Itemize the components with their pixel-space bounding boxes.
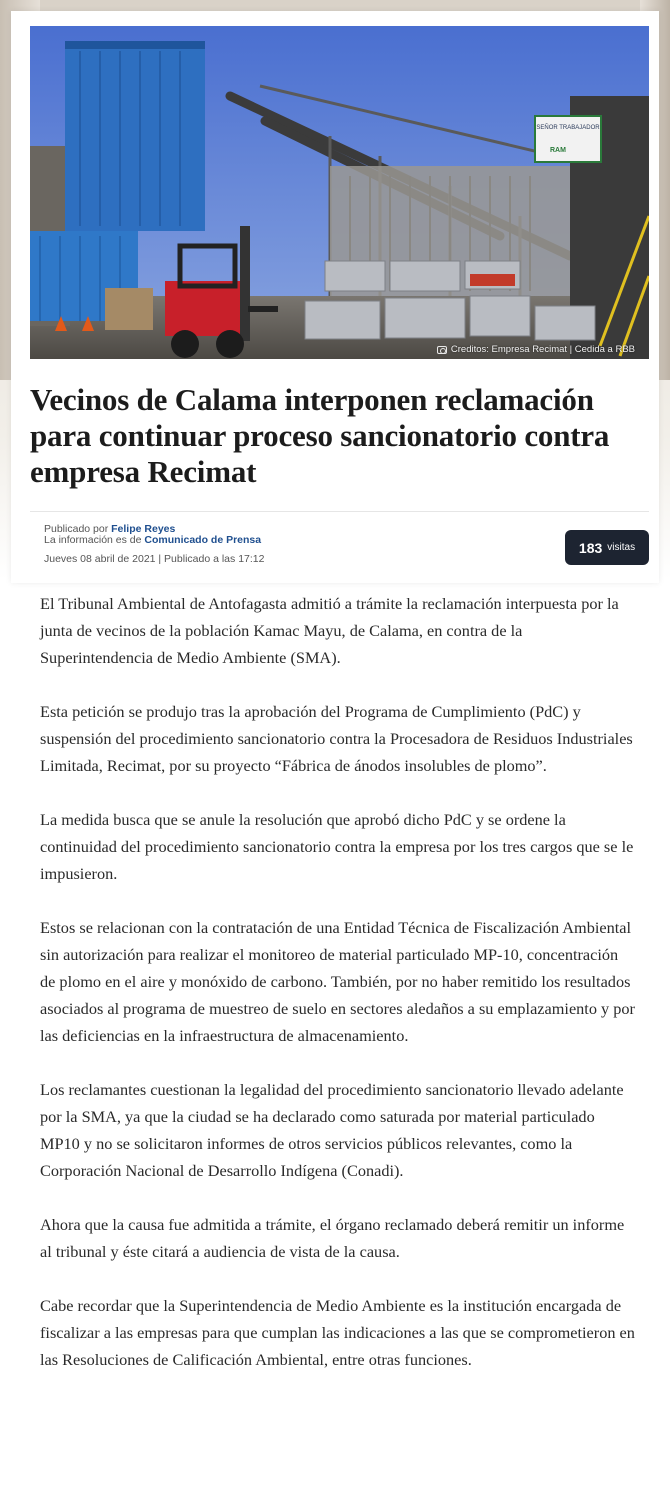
source-line — [44, 535, 444, 546]
article-title: Vecinos de Calama interponen reclamación para continuar proceso sancionatorio contra empresa Recimat — [30, 382, 610, 489]
info-label: La información es de — [44, 534, 142, 546]
visits-badge — [565, 530, 649, 565]
article-meta — [44, 524, 444, 565]
hero-sign-line1: SEÑOR TRABAJADOR — [536, 125, 600, 131]
author-link[interactable]: Felipe Reyes — [111, 523, 176, 535]
article-paragraph: Cabe recordar que la Superintendencia de Medio Ambiente es la institución encargada de fiscalizar a las empresas para que cumplan las indicaciones a las que se comprometieron en las Resoluciones de Calificación Ambiental, entre otras funciones. — [40, 1296, 635, 1369]
article-paragraph: Esta petición se produjo tras la aprobación del Programa de Cumplimiento (PdC) y suspensión del procedimiento sancionatorio contra la Procesadora de Residuos Industriales Limitada, Recimat, por su proyecto “Fábrica de ánodos insolubles de plomo”. — [40, 702, 633, 775]
article-paragraph: El Tribunal Ambiental de Antofagasta admitió a trámite la reclamación interpuesta por la junta de vecinos de la población Kamac Mayu, de Calama, en contra de la Superintendencia de Medio Ambiente (SMA). — [40, 594, 619, 667]
hero-image — [30, 26, 649, 359]
published-by-label: Publicado por — [44, 523, 109, 535]
article-body — [40, 590, 636, 1400]
publish-date: Jueves 08 abril de 2021 | Publicado a las 17:12 — [44, 553, 265, 565]
header-divider — [30, 511, 649, 512]
article-paragraph: Ahora que la causa fue admitida a trámite, el órgano reclamado deberá remitir un informe al tribunal y éste citará a audiencia de vista de la causa. — [40, 1215, 625, 1261]
camera-icon — [437, 346, 447, 354]
image-credit — [437, 344, 635, 355]
visits-label: visitas — [607, 542, 636, 553]
hero-sign-line2: RAM — [550, 147, 566, 154]
source-link[interactable]: Comunicado de Prensa — [144, 534, 262, 546]
article-paragraph: La medida busca que se anule la resolución que aprobó dicho PdC y se ordene la continuidad del procedimiento sancionatorio contra la empresa por los tres cargos que se le impusieron. — [40, 810, 634, 883]
visits-count: 183 — [578, 539, 603, 556]
article-paragraph: Los reclamantes cuestionan la legalidad del procedimiento sancionatorio llevado adelante por la SMA, ya que la ciudad se ha declarado como saturada por material particulado MP10 y no se solicitaron informes de otros servicios públicos relevantes, como la Corporación Nacional de Desarrollo Indígena (Conadi). — [40, 1080, 624, 1180]
hero-illustration — [30, 26, 649, 359]
article-paragraph: Estos se relacionan con la contratación de una Entidad Técnica de Fiscalización Ambiental sin autorización para realizar el monitoreo de material particulado MP-10, concentración de plomo en el aire y monóxido de carbono. También, por no haber remitido los resultados asociados al programa de muestreo de suelo en sectores aledaños a su emplazamiento y por las deficiencias en la infraestructura de almacenamiento. — [40, 918, 635, 1045]
image-credit-text: Creditos: Empresa Recimat | Cedida a RBB — [450, 344, 635, 355]
